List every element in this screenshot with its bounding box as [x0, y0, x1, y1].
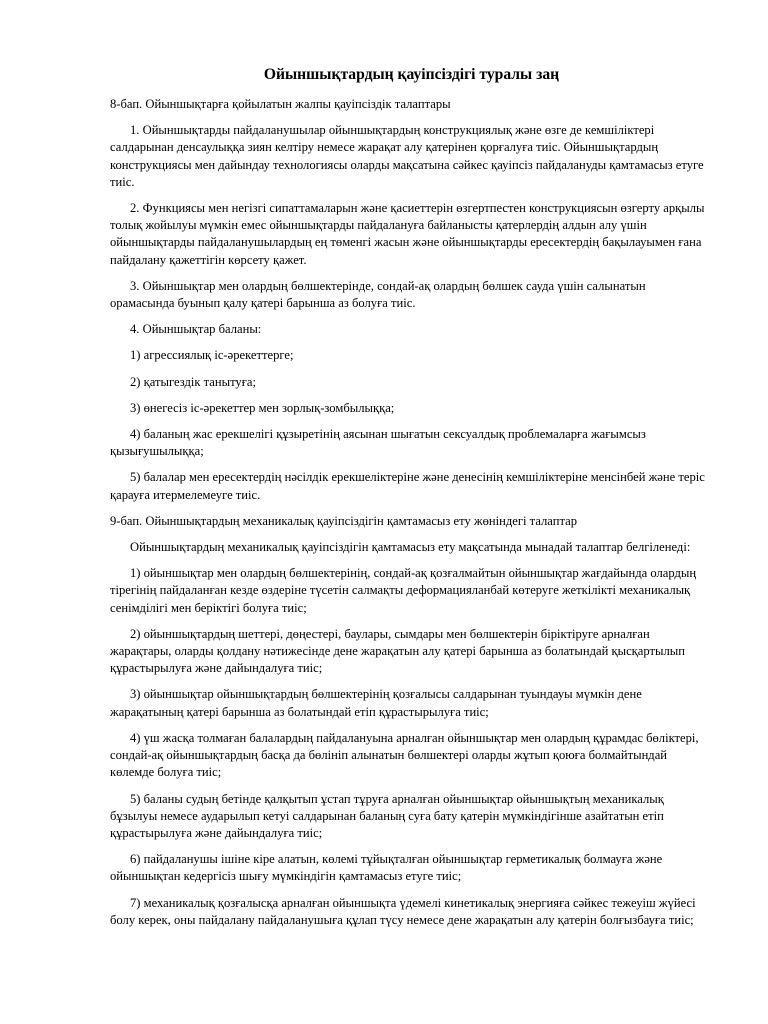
- section-heading: 9-бап. Ойыншықтардың механикалық қауіпсіздігін қамтамасыз ету жөніндегі талаптар: [110, 513, 578, 528]
- paragraph: 6) пайдаланушы ішіне кіре алатын, көлемі тұйықталған ойыншықтар герметикалық болмауға және ойыншықтан кедергісіз шығу мүмкіндігін қамтамасыз етуге тиіс;: [110, 852, 663, 884]
- paragraph: 1) ойыншықтар мен олардың бөлшектерінің, сондай-ақ қозғалмайтын ойыншықтар жағдайында олардың тірегінің пайдаланған кезде өздеріне түсетін салмақты деформацияланбай көтеруге жеткілікті механикалық сенімділігі мен беріктігі болуға тиіс;: [110, 566, 697, 615]
- paragraph: 3) өнегесіз іс-әрекеттер мен зорлық-зомбылыққа;: [130, 400, 395, 415]
- paragraph: 4. Ойыншықтар баланы:: [130, 322, 262, 337]
- paragraph: 4) баланың жас ерекшелігі құзыретінің аясынан шығатын сексуалдық проблемаларға жағымсыз қызығушылыққа;: [110, 427, 646, 459]
- paragraph: 5) балалар мен ересектердің нәсілдік ерекшеліктеріне және денесінің кемшіліктеріне менсінбей және теріс қарауға итермелемеуге тиіс.: [110, 470, 705, 502]
- paragraph: 7) механикалық қозғалысқа арналған ойыншықта үдемелі кинетикалық энергияға сәйкес тежеуіш жүйесі болу керек, оны пайдалану пайдаланушыға құлап түсу немесе дене жарақатын алу қатерін болғызбауға тиіс;: [110, 895, 696, 927]
- paragraph: Ойыншықтардың механикалық қауіпсіздігін қамтамасыз ету мақсатында мынадай талаптар белгіленеді:: [130, 540, 691, 555]
- paragraph: 5) баланы судың бетінде қалқытып ұстап тұруға арналған ойыншықтар ойыншықтың механикалық бұзылуы немесе аударылып кетуі салдарынан баланың суға бату қатерін мүмкіндігінше азайтатын етіп құрастырылуға және дайындалуға тиіс;: [110, 791, 664, 840]
- paragraph: 2) қатыгездік танытуға;: [130, 374, 256, 389]
- paragraph: 1) агрессиялық іс-әрекеттерге;: [130, 348, 294, 363]
- paragraph: 2. Функциясы мен негізгі сипаттамаларын және қасиеттерін өзгертпестен конструкциясын өзгерту арқылы толық жойылуы мүмкін емес ойыншықтарды пайдалануға байланысты қатерлердің алдын алу үшін ойыншықтарды пайдаланушылардың ең төменгі жасын және ойыншықтарды ересектердің бақылауымен ғана пайдалану қажеттігін көрсету қажет.: [110, 201, 705, 267]
- paragraph: 2) ойыншықтардың шеттері, дөңестері, баулары, сымдары мен бөлшектерін біріктіруге арналған жарақтары, оларды қолдану нәтижесінде дене жарақатын алу қатері барынша аз болатындай қысқартылып құрастырылуға және дайындалуға тиіс;: [110, 626, 685, 676]
- document-body: [110, 96, 713, 929]
- section-heading: 8-бап. Ойыншықтарға қойылатын жалпы қауіпсіздік талаптары: [110, 97, 451, 111]
- paragraph: 3) ойыншықтар ойыншықтардың бөлшектерінің қозғалысы салдарынан туындауы мүмкін дене жарақатының қатері барынша аз болатындай етіп құрастырылуға тиіс;: [110, 687, 642, 719]
- paragraph: 3. Ойыншықтар мен олардың бөлшектерінде, сондай-ақ олардың бөлшек сауда үшін салынатын орамасында буынып қалу қатері барынша аз болуға тиіс.: [110, 278, 646, 311]
- paragraph: 4) үш жасқа толмаған балалардың пайдалануына арналған ойыншықтар мен олардың құрамдас бөліктері, сондай-ақ ойыншықтардың басқа да бөлініп алынатын бөлшектері оларды жұтып қоюға болмайтындай көлемде болуға тиіс;: [110, 730, 699, 780]
- paragraph: 1. Ойыншықтарды пайдаланушылар ойыншықтардың конструкциялық және өзге де кемшіліктері салдарынан денсаулыққа зиян келтіру немесе жарақат алу қатерінен қорғалуға тиіс. Ойыншықтардың конструкциясы мен дайындау технологиясы оларды мақсатына сәйкес қауіпсіз пайдалануды қамтамасыз етуге тиіс.: [110, 123, 704, 189]
- document-title: Ойыншықтардың қауіпсіздігі туралы заң: [263, 66, 560, 83]
